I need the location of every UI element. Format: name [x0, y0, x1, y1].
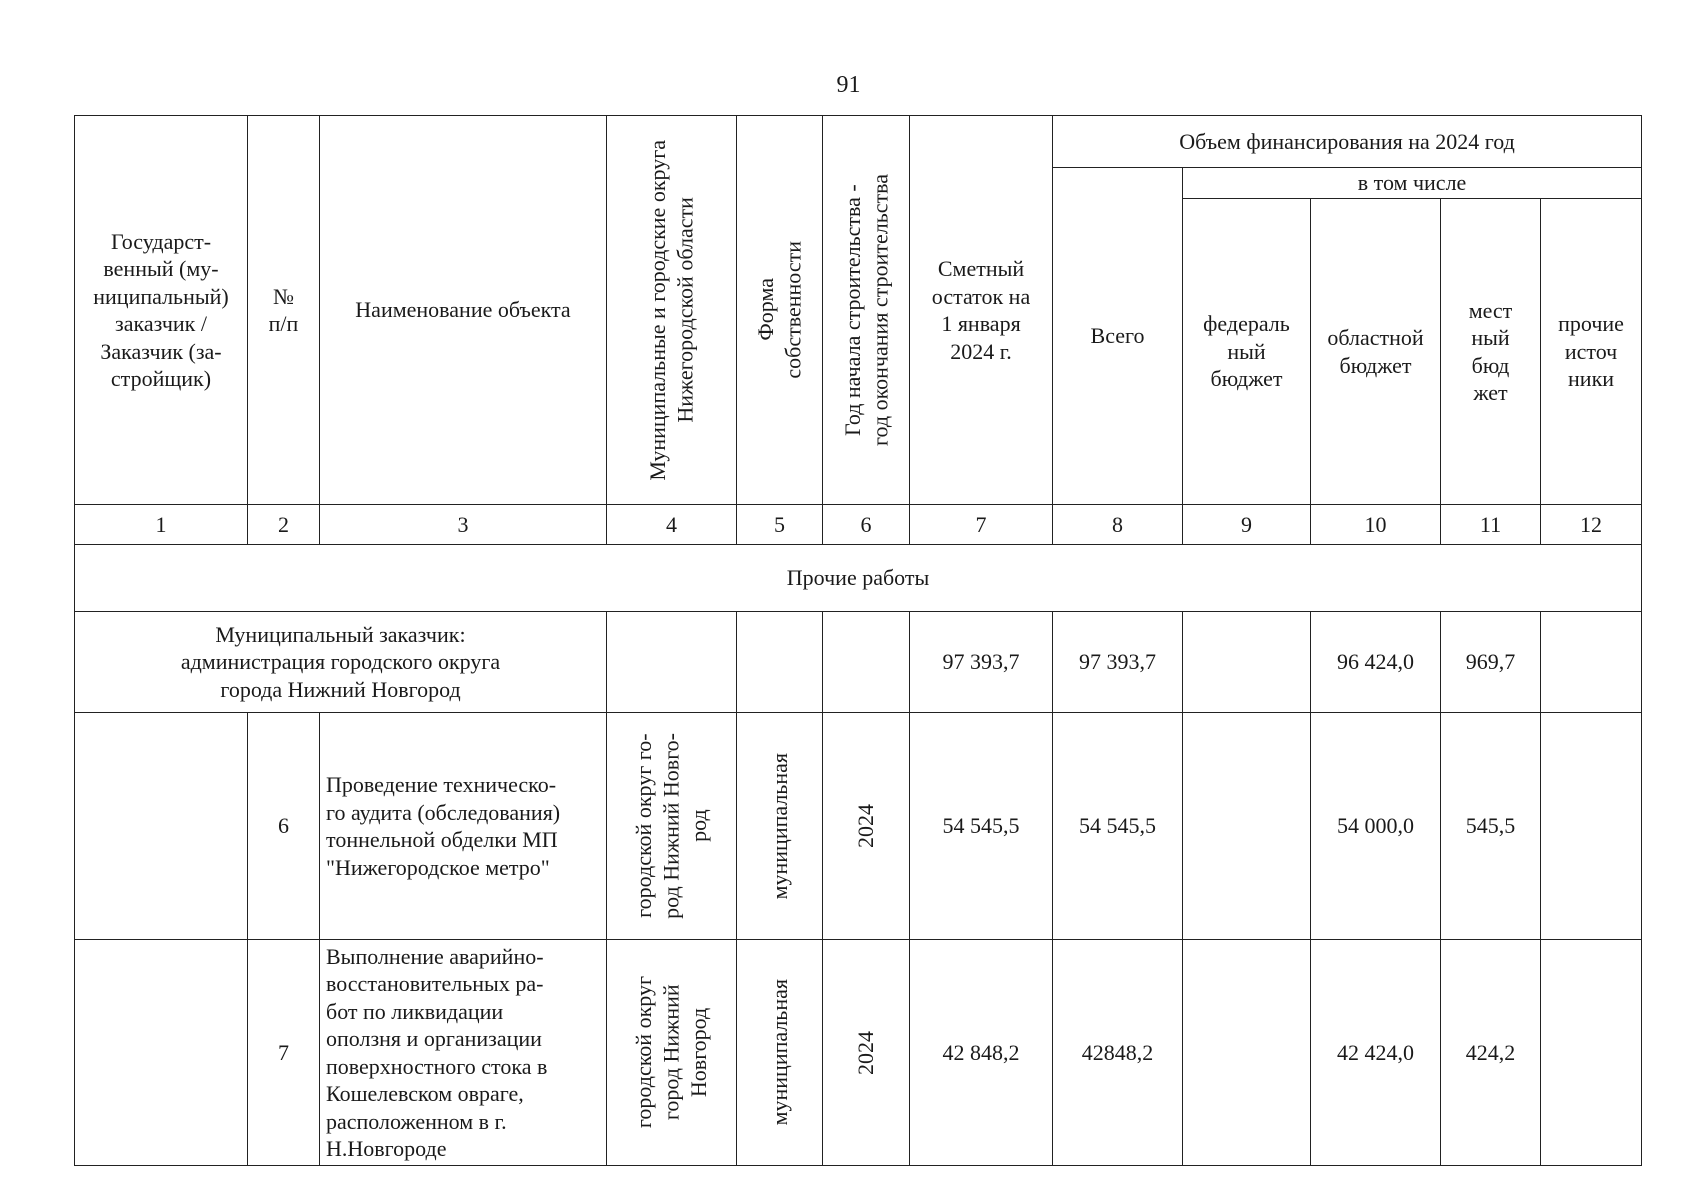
header-other: прочие источ ники: [1541, 199, 1642, 505]
customer-label: Муниципальный заказчик: администрация городского округа города Нижний Новгород: [75, 612, 607, 713]
header-number: № п/п: [248, 116, 320, 505]
row-total: 42848,2: [1053, 940, 1183, 1166]
row-number: 7: [248, 940, 320, 1166]
customer-total: 97 393,7: [1053, 612, 1183, 713]
row-number: 6: [248, 713, 320, 940]
row-ownership: муниципальная: [737, 713, 823, 940]
column-number: 6: [823, 505, 910, 545]
row-customer: [75, 940, 248, 1166]
header-local: мест ный бюд жет: [1441, 199, 1541, 505]
header-row: [75, 116, 1642, 168]
header-total: Всего: [1053, 168, 1183, 505]
column-number: 4: [607, 505, 737, 545]
section-row: [75, 545, 1642, 612]
column-number: 12: [1541, 505, 1642, 545]
table-row: [75, 713, 1642, 940]
header-object-name: Наименование объекта: [320, 116, 607, 505]
header-balance: Сметный остаток на 1 января 2024 г.: [910, 116, 1053, 505]
row-balance: 54 545,5: [910, 713, 1053, 940]
customer-other: [1541, 612, 1642, 713]
column-number: 1: [75, 505, 248, 545]
column-number-row: [75, 505, 1642, 545]
financing-table: [74, 115, 1642, 1166]
customer-balance: 97 393,7: [910, 612, 1053, 713]
row-municipality: городской округ город Нижний Новгород: [607, 940, 737, 1166]
row-federal: [1183, 940, 1311, 1166]
column-number: 8: [1053, 505, 1183, 545]
customer-municipality: [607, 612, 737, 713]
row-ownership: муниципальная: [737, 940, 823, 1166]
header-years: Год начала строительства - год окончания строительства: [823, 116, 910, 505]
header-financing: Объем финансирования на 2024 год: [1053, 116, 1642, 168]
customer-years: [823, 612, 910, 713]
column-number: 10: [1311, 505, 1441, 545]
row-local: 545,5: [1441, 713, 1541, 940]
column-number: 3: [320, 505, 607, 545]
row-other: [1541, 940, 1642, 1166]
row-object-name: Проведение техническо- го аудита (обследования) тоннельной обделки МП "Нижегородское метро": [320, 713, 607, 940]
column-number: 5: [737, 505, 823, 545]
column-number: 9: [1183, 505, 1311, 545]
row-local: 424,2: [1441, 940, 1541, 1166]
row-object-name: Выполнение аварийно- восстановительных ра- бот по ликвидации оползня и организации поверхностного стока в Кошелевском овраге, расположенном в г. Н.Новгороде: [320, 940, 607, 1166]
header-regional: областной бюджет: [1311, 199, 1441, 505]
customer-ownership: [737, 612, 823, 713]
header-customer: Государст- венный (му- ниципальный) заказчик / Заказчик (за- стройщик): [75, 116, 248, 505]
row-balance: 42 848,2: [910, 940, 1053, 1166]
customer-row: [75, 612, 1642, 713]
column-number: 11: [1441, 505, 1541, 545]
section-title: Прочие работы: [75, 545, 1642, 612]
header-federal: федераль ный бюджет: [1183, 199, 1311, 505]
row-municipality: городской округ го- род Нижний Новго- род: [607, 713, 737, 940]
row-total: 54 545,5: [1053, 713, 1183, 940]
customer-federal: [1183, 612, 1311, 713]
table-row: [75, 940, 1642, 1166]
header-ownership: Форма собственности: [737, 116, 823, 505]
customer-regional: 96 424,0: [1311, 612, 1441, 713]
page-number: 91: [836, 72, 861, 98]
row-years: 2024: [823, 713, 910, 940]
row-years: 2024: [823, 940, 910, 1166]
row-other: [1541, 713, 1642, 940]
header-including: в том числе: [1183, 168, 1642, 199]
row-customer: [75, 713, 248, 940]
header-municipalities: Муниципальные и городские округа Нижегородской области: [607, 116, 737, 505]
row-federal: [1183, 713, 1311, 940]
row-regional: 54 000,0: [1311, 713, 1441, 940]
column-number: 2: [248, 505, 320, 545]
row-regional: 42 424,0: [1311, 940, 1441, 1166]
customer-local: 969,7: [1441, 612, 1541, 713]
column-number: 7: [910, 505, 1053, 545]
